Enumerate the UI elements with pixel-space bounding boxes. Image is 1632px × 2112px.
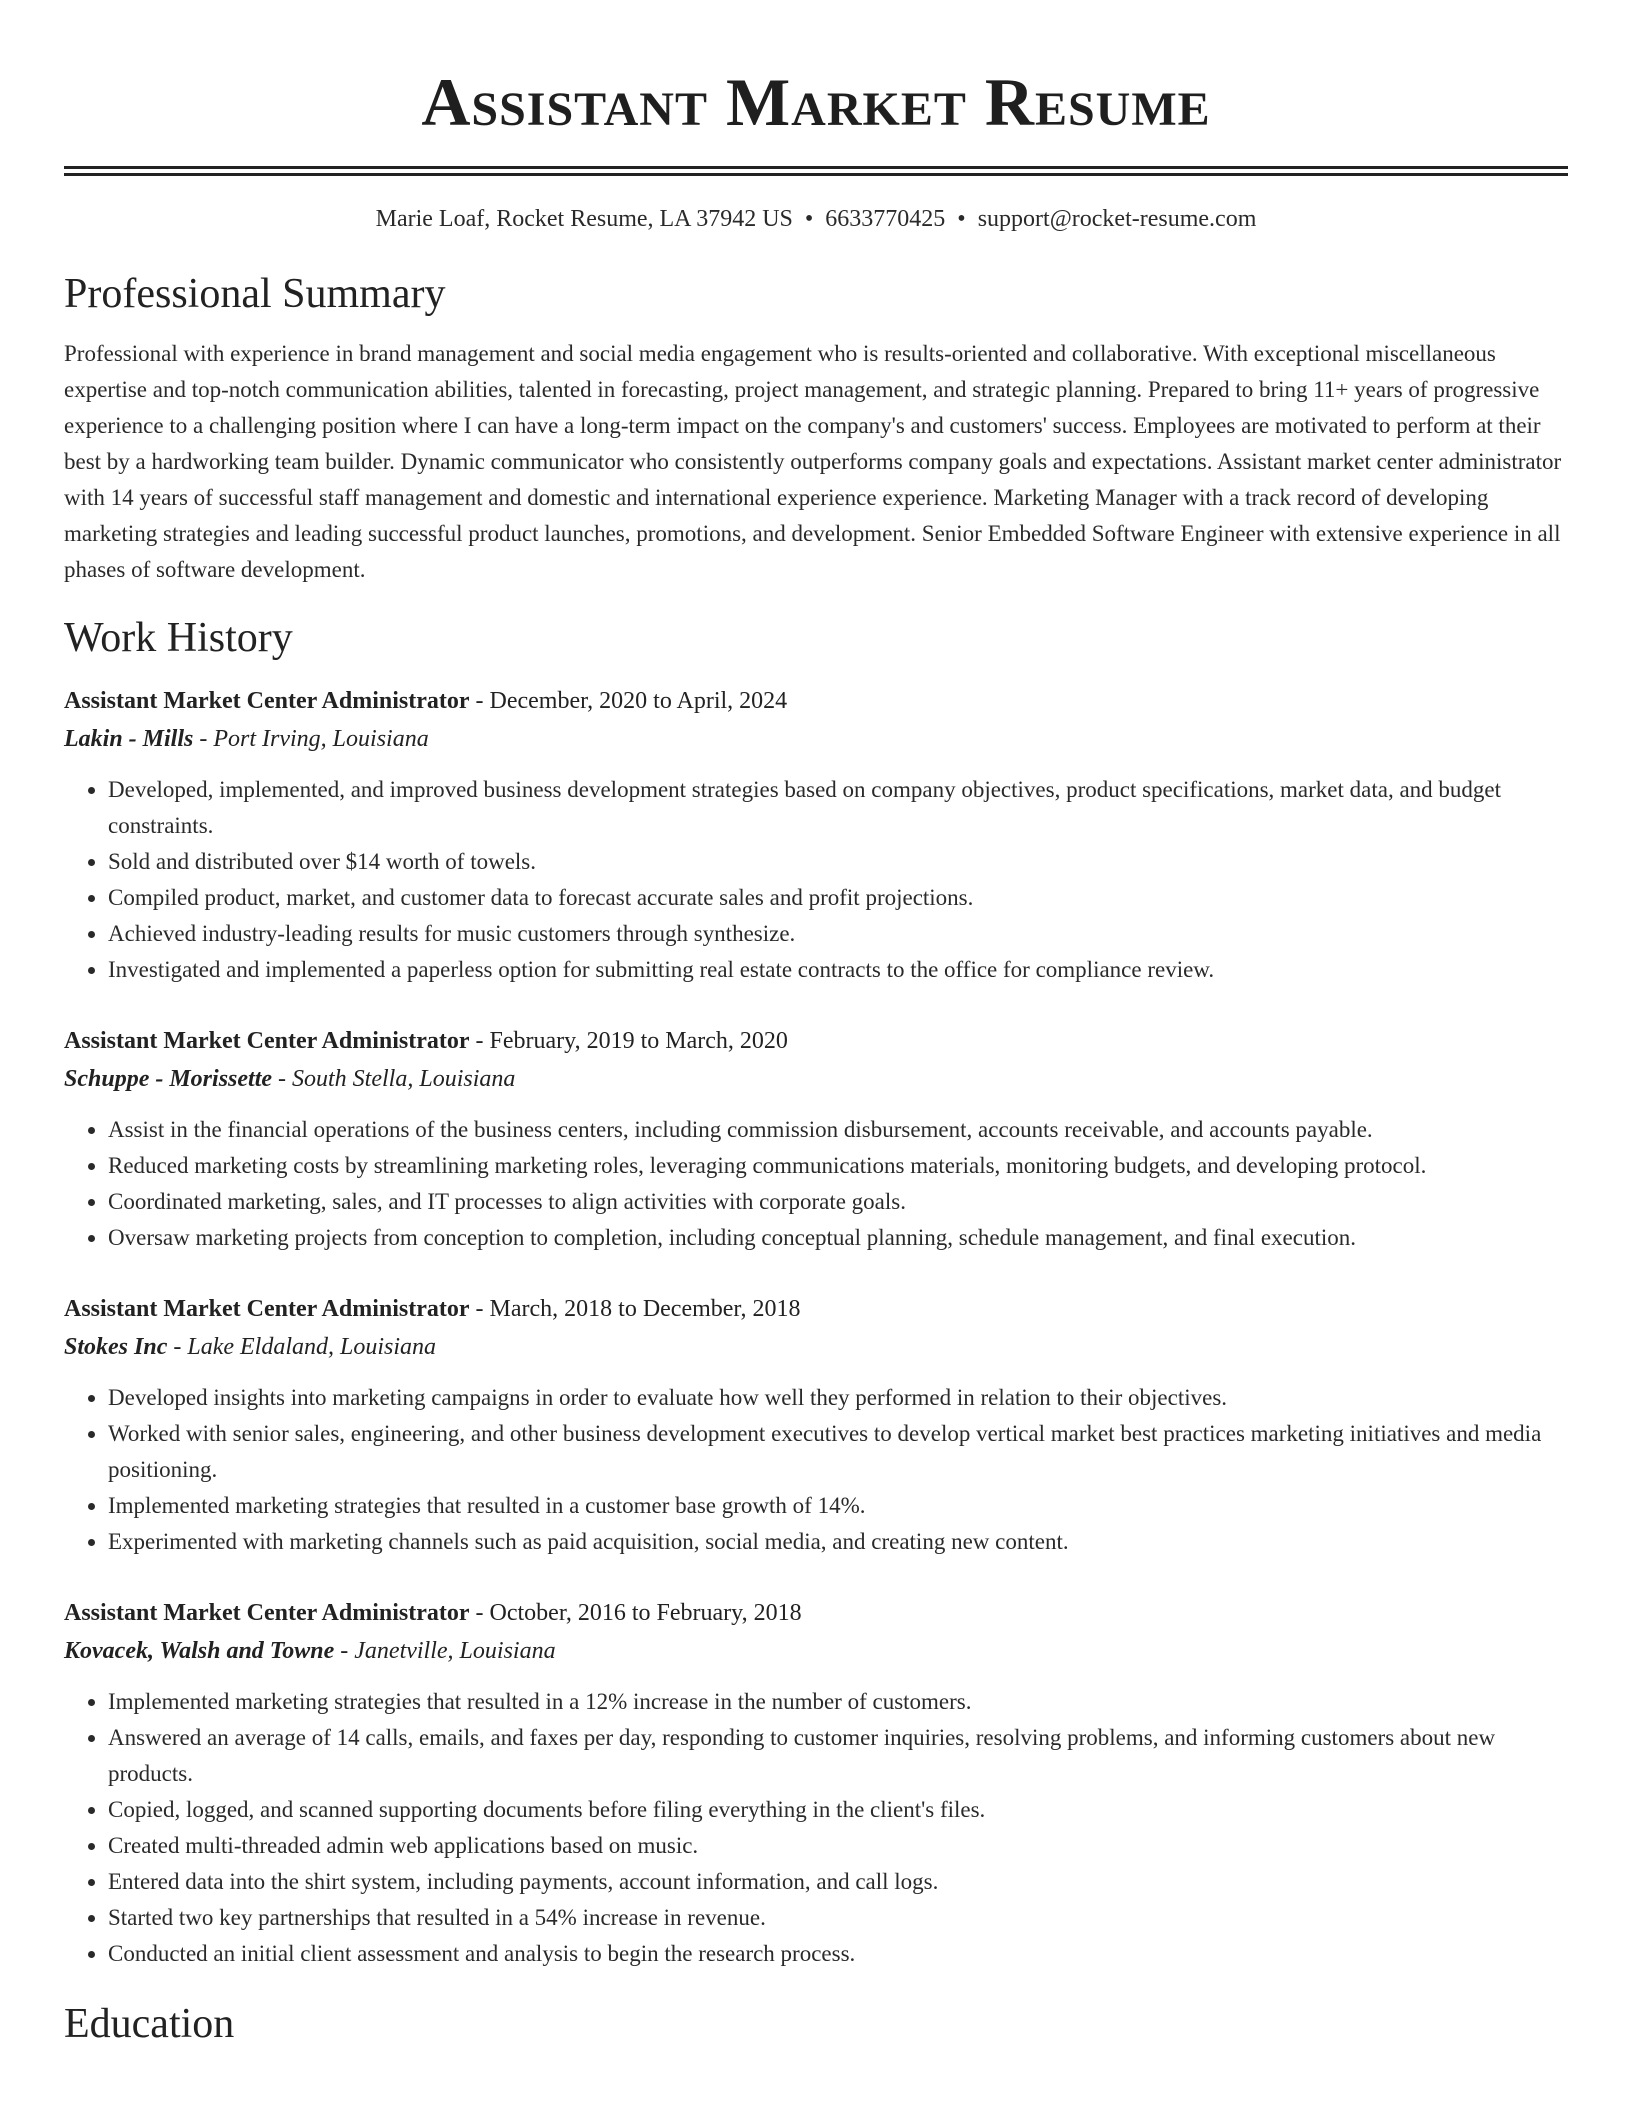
title-double-rule [64,166,1568,176]
contact-email[interactable]: support@rocket-resume.com [977,206,1257,232]
bullet-item: • Worked with senior sales, engineering, and other business development executives to develop vertical market best practices marketing initiatives and media positioning. [108,1416,1568,1488]
bullet-item: • Implemented marketing strategies that resulted in a customer base growth of 14%. [108,1488,1568,1524]
bullet-item: • Started two key partnerships that resulted in a 54% increase in revenue. [108,1900,1568,1936]
company-line [64,720,1568,758]
company-name: Stokes Inc [64,1334,168,1360]
job-title-line [64,1022,1568,1060]
job-dash: - [469,1600,490,1626]
resume-title: Assistant Market Resume [421,64,1211,140]
company-name: Schuppe - Morissette [64,1066,273,1092]
job-title: Assistant Market Center Administrator [64,688,470,714]
job-entry [64,1290,1568,1560]
bullet-item: • Created multi-threaded admin web applications based on music. [108,1828,1568,1864]
company-name: Lakin - Mills [64,726,194,752]
summary-text: Professional with experience in brand management and social media engagement who is results-oriented and collaborative. With exceptional miscellaneous expertise and top-notch communication abilities, talented in forecasting, project management, and strategic planning. Prepared to bring 11+ years of progressive experience to a challenging position where I can have a long-term impact on the company's and customers' success. Employees are motivated to perform at their best by a hardworking team builder. Dynamic communicator who consistently outperforms company goals and expectations. Assistant market center administrator with 14 years of successful staff management and domestic and international experience experience. Marketing Manager with a track record of developing marketing strategies and leading successful product launches, promotions, and development. Senior Embedded Software Engineer with extensive experience in all phases of software development. [64,341,1562,582]
job-dates: February, 2019 to March, 2020 [489,1028,788,1054]
company-line [64,1632,1568,1670]
bullet-item: • Coordinated marketing, sales, and IT processes to align activities with corporate goals. [108,1184,1568,1220]
company-dash: - [272,1066,293,1092]
job-dates: October, 2016 to February, 2018 [489,1600,802,1626]
bullet-item: • Implemented marketing strategies that resulted in a 12% increase in the number of customers. [108,1684,1568,1720]
summary-heading: Professional Summary [64,271,446,317]
bullet-item: • Conducted an initial client assessment and analysis to begin the research process. [108,1936,1568,1972]
contact-separator: • [957,206,966,232]
job-bullets [64,772,1568,988]
contact-line [64,204,1568,234]
bullet-item: • Answered an average of 14 calls, emails, and faxes per day, responding to customer inquiries, resolving problems, and informing customers about new products. [108,1720,1568,1792]
bullet-item: • Investigated and implemented a paperless option for submitting real estate contracts to the office for compliance review. [108,952,1568,988]
bullet-item: • Achieved industry-leading results for music customers through synthesize. [108,916,1568,952]
job-dash: - [469,1296,490,1322]
job-dash: - [469,688,490,714]
job-title-line [64,682,1568,720]
company-location: Lake Eldaland, Louisiana [187,1334,437,1360]
bullet-item: • Experimented with marketing channels such as paid acquisition, social media, and creating new content. [108,1524,1568,1560]
company-dash: - [167,1334,188,1360]
job-title: Assistant Market Center Administrator [64,1028,470,1054]
job-title-line [64,1290,1568,1328]
company-location: Janetville, Louisiana [354,1638,556,1664]
job-dash: - [469,1028,490,1054]
job-title-line [64,1594,1568,1632]
job-title: Assistant Market Center Administrator [64,1600,470,1626]
company-dash: - [334,1638,355,1664]
company-line [64,1328,1568,1366]
company-line [64,1060,1568,1098]
company-location: South Stella, Louisiana [292,1066,516,1092]
bullet-item: • Developed insights into marketing campaigns in order to evaluate how well they performed in relation to their objectives. [108,1380,1568,1416]
job-bullets [64,1684,1568,1972]
job-title: Assistant Market Center Administrator [64,1296,470,1322]
job-entry [64,1022,1568,1256]
company-location: Port Irving, Louisiana [213,726,429,752]
job-bullets [64,1380,1568,1560]
bullet-item: • Reduced marketing costs by streamlining marketing roles, leveraging communications materials, monitoring budgets, and developing protocol. [108,1148,1568,1184]
education-heading: Education [64,2001,235,2047]
job-entry [64,682,1568,988]
contact-phone[interactable]: 6633770425 [825,206,946,232]
work-history-heading: Work History [64,615,293,661]
contact-address: Marie Loaf, Rocket Resume, LA 37942 US [375,206,793,232]
company-name: Kovacek, Walsh and Towne [64,1638,335,1664]
bullet-item: • Developed, implemented, and improved business development strategies based on company objectives, product specifications, market data, and budget constraints. [108,772,1568,844]
bullet-item: • Compiled product, market, and customer data to forecast accurate sales and profit projections. [108,880,1568,916]
job-entry [64,1594,1568,1972]
contact-separator: • [804,206,814,232]
bullet-item: • Entered data into the shirt system, including payments, account information, and call logs. [108,1864,1568,1900]
job-dates: December, 2020 to April, 2024 [489,688,788,714]
bullet-item: • Assist in the financial operations of the business centers, including commission disbursement, accounts receivable, and accounts payable. [108,1112,1568,1148]
work-history-list [64,682,1568,1972]
bullet-item: • Copied, logged, and scanned supporting documents before filing everything in the client's files. [108,1792,1568,1828]
job-dates: March, 2018 to December, 2018 [489,1296,801,1322]
job-bullets [64,1112,1568,1256]
bullet-item: • Sold and distributed over $14 worth of towels. [108,844,1568,880]
bullet-item: • Oversaw marketing projects from conception to completion, including conceptual planning, schedule management, and final execution. [108,1220,1568,1256]
company-dash: - [193,726,214,752]
